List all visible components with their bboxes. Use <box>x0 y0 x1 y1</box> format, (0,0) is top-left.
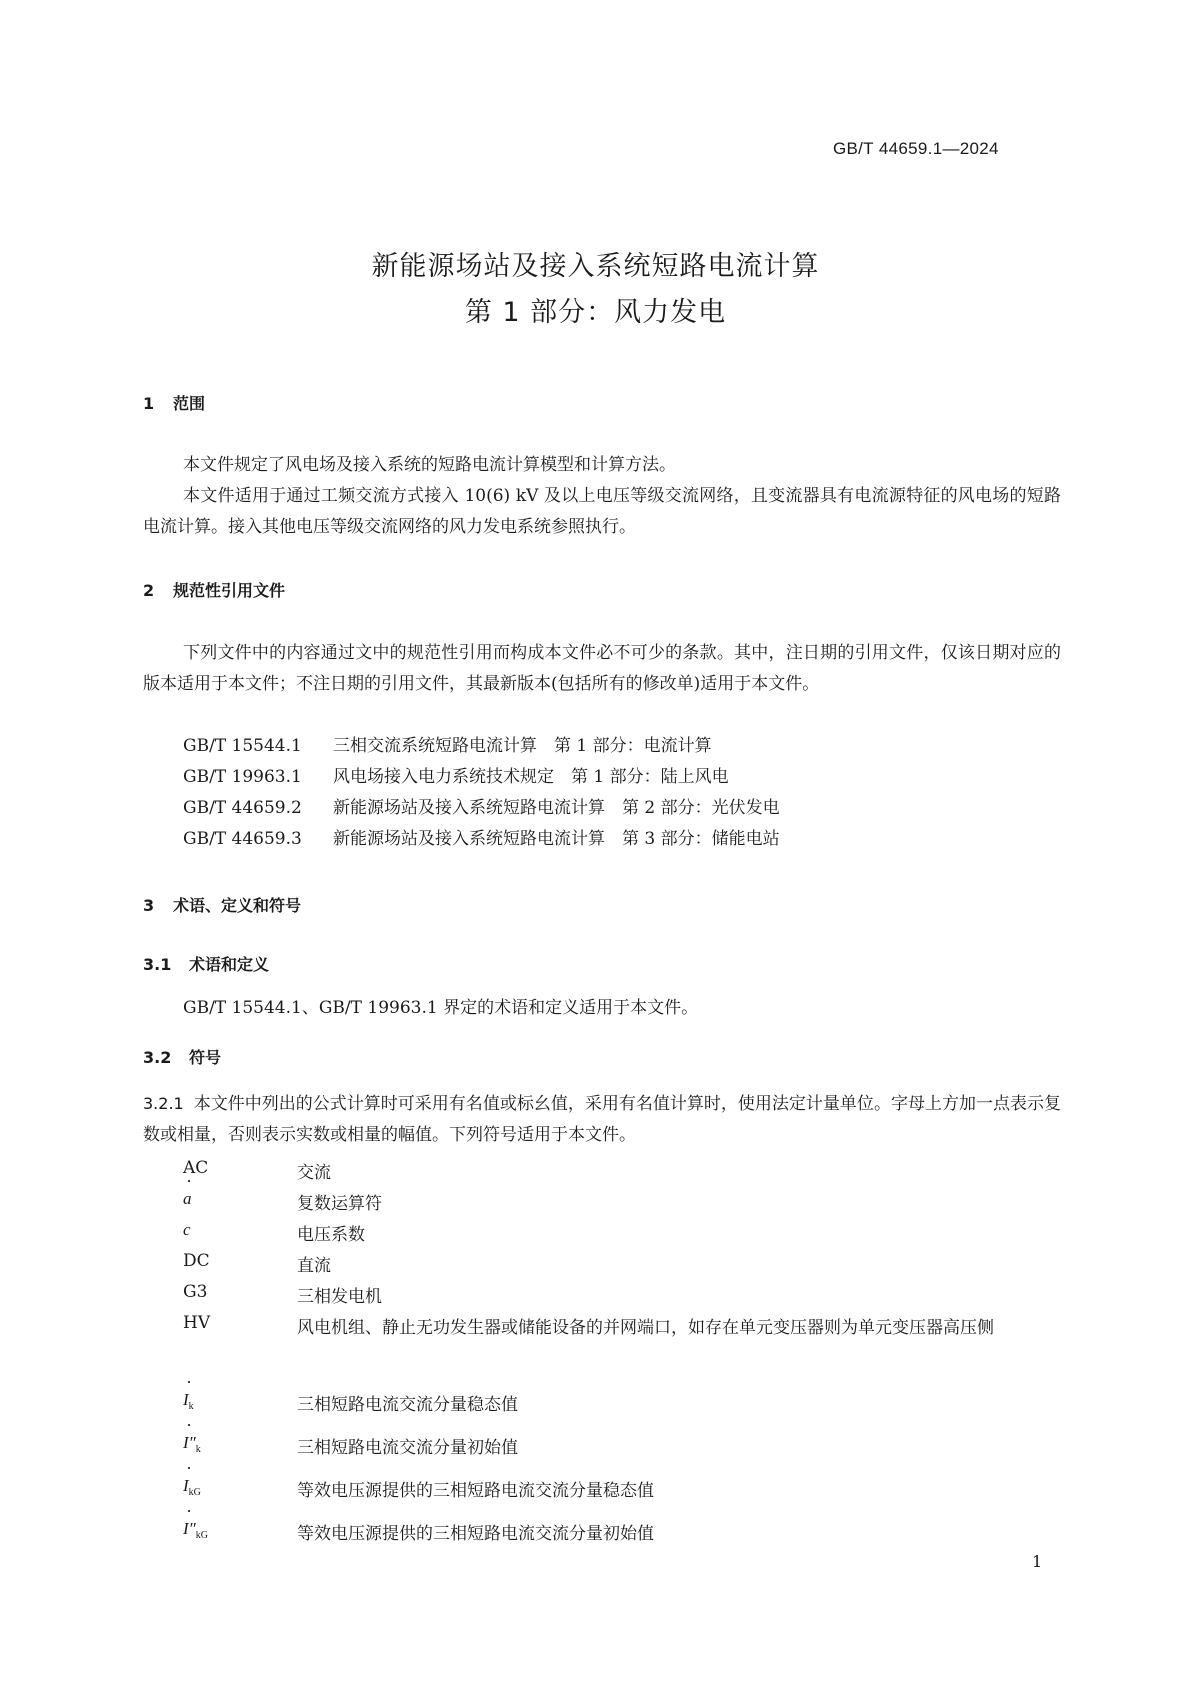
symbol: DC <box>183 1251 210 1271</box>
section-1-heading <box>143 391 205 414</box>
standard-number: 44659.1—2024 <box>878 139 999 158</box>
reference-code: GB/T 15544.1 <box>183 736 302 756</box>
symbol <box>183 1519 208 1541</box>
section-1-paragraph-2: 本文件适用于通过工频交流方式接入 10(6) kV 及以上电压等级交流网络，且变流器具有电流源特征的风电场的短路电流计算。接入其他电压等级交流网络的风力发电系统参照执行。 <box>143 486 1061 537</box>
symbol-description: 风电机组、静止无功发生器或储能设备的并网端口，如存在单元变压器则为单元变压器高压侧 <box>297 1318 994 1338</box>
reference-code: GB/T 44659.3 <box>183 829 302 849</box>
symbol: G3 <box>183 1282 208 1302</box>
clause-text: 本文件中列出的公式计算时可采用有名值或标幺值，采用有名值计算时，使用法定计量单位。字母上方加一点表示复数或相量，否则表示实数或相量的幅值。下列符号适用于本文件。 <box>143 1094 1061 1145</box>
section-3-1-heading <box>143 952 269 975</box>
section-title: 术语、定义和符号 <box>173 896 302 915</box>
symbol <box>183 1476 201 1498</box>
section-number: 3.1 <box>143 955 172 974</box>
document-number <box>833 139 999 159</box>
symbol <box>183 1390 194 1412</box>
symbol-subscript: kG <box>188 1487 201 1498</box>
section-title: 规范性引用文件 <box>173 581 286 600</box>
document-subtitle: 第 1 部分：风力发电 <box>464 297 727 328</box>
section-2-heading <box>143 578 285 601</box>
standard-prefix: GB/T <box>833 139 874 158</box>
symbol-description: 电压系数 <box>297 1225 365 1245</box>
symbol-prime: ″ <box>188 1519 196 1538</box>
section-number: 3 <box>143 896 155 915</box>
reference-title: 新能源场站及接入系统短路电流计算 第 3 部分：储能电站 <box>333 829 780 849</box>
symbol-description: 复数运算符 <box>297 1194 382 1214</box>
symbol: c <box>183 1220 191 1239</box>
reference-item <box>183 762 729 793</box>
page-number: 1 <box>1032 1552 1043 1571</box>
reference-item <box>183 793 780 824</box>
section-number: 1 <box>143 394 155 413</box>
section-3-2-1-paragraph <box>143 1088 1061 1151</box>
symbol-description: 等效电压源提供的三相短路电流交流分量稳态值 <box>297 1481 654 1501</box>
reference-item <box>183 731 712 762</box>
symbol: · a <box>183 1189 192 1209</box>
section-title: 术语和定义 <box>189 955 270 974</box>
symbol-description: 三相短路电流交流分量初始值 <box>297 1438 518 1458</box>
document-title: 新能源场站及接入系统短路电流计算 <box>371 251 820 282</box>
reference-code: GB/T 19963.1 <box>183 767 302 787</box>
reference-code: GB/T 44659.2 <box>183 798 302 818</box>
clause-number: 3.2.1 <box>143 1094 184 1113</box>
symbol-letter: · I <box>183 1390 189 1410</box>
symbol-prime: ″ <box>188 1433 196 1452</box>
symbol: HV <box>183 1313 211 1333</box>
symbol-letter: · I <box>183 1476 189 1496</box>
symbol-letter: · I <box>183 1433 189 1453</box>
section-2-paragraph: 下列文件中的内容通过文中的规范性引用而构成本文件必不可少的条款。其中，注日期的引用文件，仅该日期对应的版本适用于本文件；不注日期的引用文件，其最新版本(包括所有的修改单)适用于本文件。 <box>143 643 1061 694</box>
symbol-description: 直流 <box>297 1256 331 1276</box>
symbol-description: 三相短路电流交流分量稳态值 <box>297 1395 518 1415</box>
section-number: 2 <box>143 581 155 600</box>
symbol-description: 三相发电机 <box>297 1287 382 1307</box>
symbol-description: 等效电压源提供的三相短路电流交流分量初始值 <box>297 1524 654 1544</box>
section-title: 符号 <box>189 1048 222 1067</box>
symbol: AC <box>183 1158 209 1178</box>
reference-title: 新能源场站及接入系统短路电流计算 第 2 部分：光伏发电 <box>333 798 780 818</box>
reference-title: 风电场接入电力系统技术规定 第 1 部分：陆上风电 <box>333 767 729 787</box>
symbol-subscript: k <box>188 1401 194 1412</box>
section-title: 范围 <box>173 394 206 413</box>
symbol-letter: · I <box>183 1519 189 1539</box>
section-1-paragraph-1: 本文件规定了风电场及接入系统的短路电流计算模型和计算方法。 <box>183 455 676 475</box>
section-3-2-heading <box>143 1045 221 1068</box>
symbol-description: 交流 <box>297 1163 331 1183</box>
section-3-1-paragraph: GB/T 15544.1、GB/T 19963.1 界定的术语和定义适用于本文件。 <box>183 998 699 1018</box>
symbol <box>183 1433 201 1455</box>
reference-title: 三相交流系统短路电流计算 第 1 部分：电流计算 <box>333 736 712 756</box>
section-3-heading <box>143 893 301 916</box>
symbol-subscript: k <box>195 1444 201 1455</box>
symbol-subscript: kG <box>195 1530 208 1541</box>
reference-item <box>183 824 780 855</box>
section-number: 3.2 <box>143 1048 172 1067</box>
